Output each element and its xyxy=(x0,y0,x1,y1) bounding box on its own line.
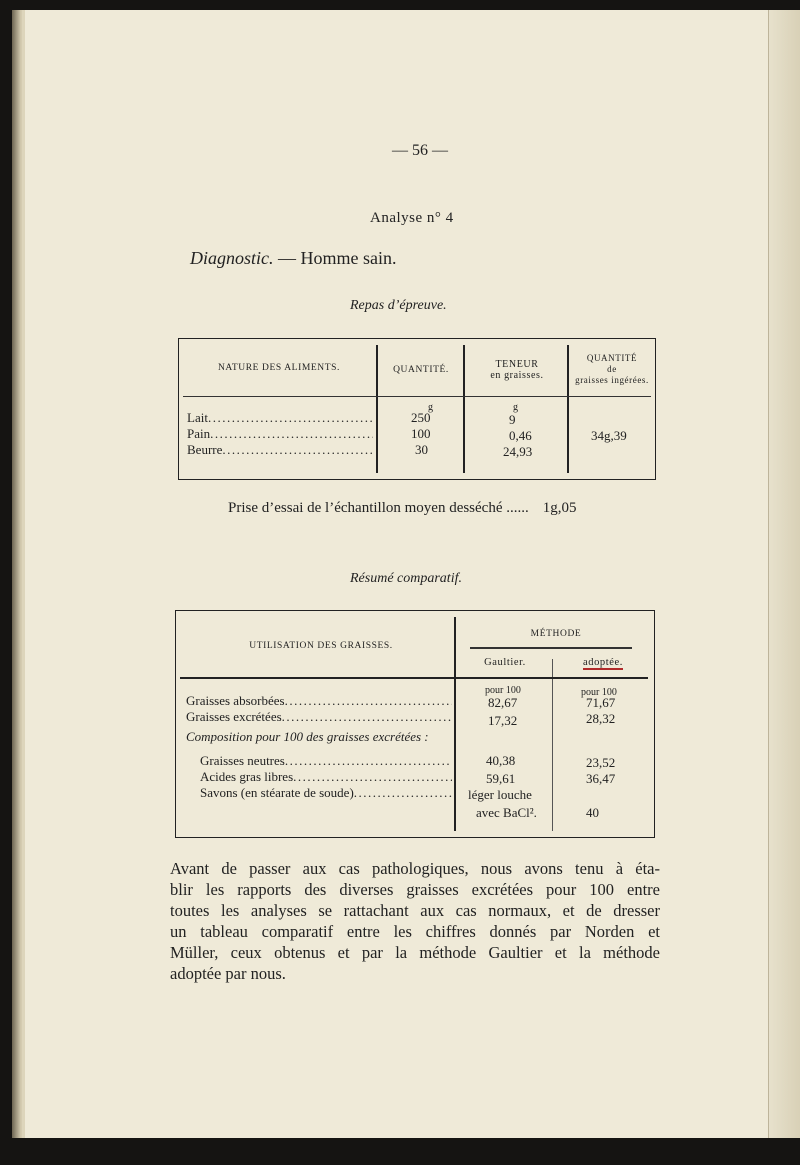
header-methode: MÉTHODE xyxy=(530,629,582,639)
header-quantite: QUANTITÉ. xyxy=(393,365,449,375)
table-row: Acides gras libres ..... xyxy=(200,769,452,785)
cell-quantite: 30 xyxy=(415,442,428,457)
cell-adoptee: 36,47 xyxy=(586,771,616,786)
paragraph-line: adoptée par nous. xyxy=(170,964,286,983)
paragraph-line: blir les rapports des diverses graisses excrétées pour 100 entre xyxy=(170,880,660,899)
page-number: — 56 — xyxy=(392,142,448,159)
diagnostic-label: Diagnostic. xyxy=(190,248,274,268)
paragraph-line: Avant de passer aux cas pathologiques, nous avons tenu à éta- xyxy=(170,859,660,878)
header-gaultier: Gaultier. xyxy=(484,657,526,668)
cell-adoptee: 28,32 xyxy=(586,711,616,726)
cell-quantite: 250 xyxy=(411,410,431,425)
pour100-gaultier: pour 100 xyxy=(485,685,521,696)
unit-quantite: g xyxy=(428,402,433,413)
paragraph-line: un tableau comparatif entre les chiffres donnés par Norden et xyxy=(170,922,660,941)
cell-gaultier: 82,67 xyxy=(488,695,518,710)
col-divider xyxy=(454,617,456,831)
diagnostic-line xyxy=(190,248,397,269)
cell-teneur: 9 xyxy=(509,412,516,427)
table-row: Graisses neutres ..... xyxy=(200,753,452,769)
cell-teneur: 0,46 xyxy=(509,428,532,443)
cell-adoptee: 71,67 xyxy=(586,695,616,710)
header-utilisation: UTILISATION DES GRAISSES. xyxy=(249,641,393,651)
diagnostic-text: — Homme sain. xyxy=(273,248,397,268)
cell-gaultier: 17,32 xyxy=(488,713,518,728)
header-rule xyxy=(183,396,651,397)
cell-adoptee: 23,52 xyxy=(586,755,616,770)
table-row: Graisses excrétées ..... xyxy=(186,709,452,725)
col-divider xyxy=(376,345,378,473)
col-divider xyxy=(463,345,465,473)
comparison-table xyxy=(175,610,655,838)
analysis-heading: Analyse n° 4 xyxy=(370,210,454,226)
header-adoptee: adoptée. xyxy=(582,657,624,668)
table-row: Graisses absorbées ..... xyxy=(186,693,452,709)
table1-caption: Repas d’épreuve. xyxy=(350,298,447,313)
col-divider xyxy=(552,659,553,831)
paragraph-line: Müller, ceux obtenus et par la méthode Gaultier et la méthode xyxy=(170,943,660,962)
header-qte-ingerees: QUANTITÉ de graisses ingérées. xyxy=(575,353,649,385)
body-paragraph xyxy=(170,858,660,984)
cell-teneur: 24,93 xyxy=(503,444,533,459)
cell-gaultier: 40,38 xyxy=(486,753,516,768)
total-ingerees: 34g,39 xyxy=(591,428,627,443)
paragraph-line: toutes les analyses se rattachant aux cas normaux, et de dresser xyxy=(170,901,660,920)
page-edge xyxy=(768,10,800,1138)
table2-caption: Résumé comparatif. xyxy=(350,571,462,586)
table-row: Lait ..... xyxy=(187,410,373,426)
table-row: Pain ..... xyxy=(187,426,373,442)
table-row: Beurre ..... xyxy=(187,442,373,458)
header-teneur: TENEUR en graisses. xyxy=(490,359,544,381)
cell-gaultier: léger louche xyxy=(468,787,532,802)
sample-weight-line: Prise d’essai de l’échantillon moyen desséché ...... 1g,05 xyxy=(228,500,577,516)
methode-brace xyxy=(470,647,632,649)
cell-adoptee: 40 xyxy=(586,805,599,820)
header-rule xyxy=(180,677,648,679)
cell-gaultier: avec BaCl². xyxy=(476,805,537,820)
cell-quantite: 100 xyxy=(411,426,431,441)
unit-teneur: g xyxy=(513,402,518,413)
pour100-adoptee: pour 100 xyxy=(581,687,617,698)
cell-gaultier: 59,61 xyxy=(486,771,516,786)
table-row: Savons (en stéarate de soude) ..... xyxy=(200,785,452,801)
meal-table xyxy=(178,338,656,480)
composition-label: Composition pour 100 des graisses excrétées : xyxy=(186,729,429,744)
header-nature: NATURE DES ALIMENTS. xyxy=(217,363,341,373)
